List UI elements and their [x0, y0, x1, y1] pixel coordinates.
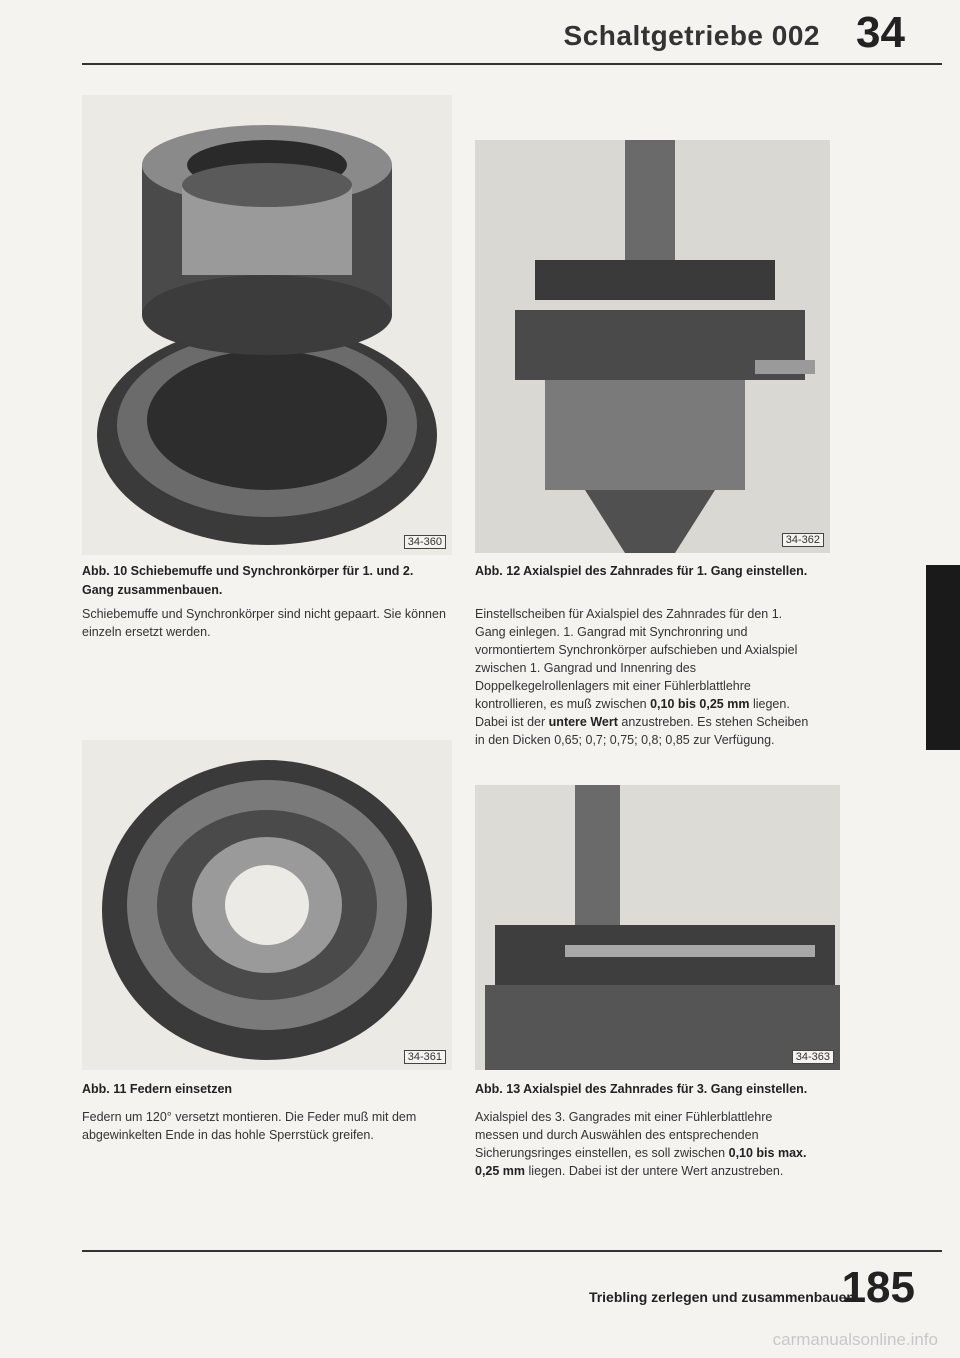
figure-13-photo [475, 785, 840, 1070]
figure-13-text [475, 1108, 815, 1180]
figure-10-id: 34-360 [404, 535, 446, 549]
figure-11-id: 34-361 [404, 1050, 446, 1064]
figure-12-photo [475, 140, 830, 553]
footer-rule [82, 1250, 942, 1252]
section-number: 34 [856, 8, 905, 57]
figure-12-caption: Abb. 12 Axialspiel des Zahnrades für 1. Gang einstellen. [475, 564, 808, 578]
figure-10-caption: Abb. 10 Schiebemuffe und Synchronkörper für 1. und 2. Gang zusammenbauen. [82, 564, 414, 597]
figure-13-id: 34-363 [792, 1050, 834, 1064]
third-gear-image [475, 785, 840, 1070]
lower-value-label: untere Wert [548, 715, 618, 729]
gear-shaft-image [475, 140, 830, 553]
figure-11-photo [82, 740, 452, 1070]
third-gear-play-value: 0,10 bis max. 0,25 mm [475, 1146, 807, 1178]
figure-12-id: 34-362 [782, 533, 824, 547]
synchro-hub-image [82, 95, 452, 555]
figure-10-text: Schiebemuffe und Synchronkörper sind nicht gepaart. Sie können einzeln ersetzt werden. [82, 607, 446, 639]
figure-10-photo [82, 95, 452, 555]
footer-section-title: Triebling zerlegen und zusammenbauen [588, 1289, 855, 1305]
figure-11-caption: Abb. 11 Federn einsetzen [82, 1082, 233, 1096]
figure-13-caption: Abb. 13 Axialspiel des Zahnrades für 3. Gang einstellen. [475, 1082, 808, 1096]
figure-12-text-a: Einstellscheiben für Axialspiel des Zahnrades für den 1. Gang einlegen. 1. Gangrad mit Synchronring und vormontiertem Synchronkörper aufschieben und Axialspiel zwischen 1. Gangrad und Innenring des Doppelkegelrollenlagers mit einer Fühlerblattlehre kontrollieren, es muß zwischen [475, 607, 798, 711]
figure-11-text: Federn um 120° versetzt montieren. Die Feder muß mit dem abgewinkelten Ende in das hohle Sperrstück greifen. [82, 1110, 417, 1142]
page-title: Schaltgetriebe 002 [563, 20, 820, 51]
header-rule [82, 63, 942, 65]
figure-12-text-c: anzustreben. Es stehen Scheiben in den Dicken 0,65; 0,7; 0,75; 0,8; 0,85 zur Verfügung. [475, 715, 809, 747]
section-tab-marker [926, 565, 960, 750]
watermark: carmanualsonline.info [772, 1330, 938, 1349]
figure-13-text-a: Axialspiel des 3. Gangrades mit einer Fühlerblattlehre messen und durch Auswählen des entsprechenden Sicherungsringes einstellen, es soll zwischen [475, 1110, 773, 1160]
page-number: 185 [841, 1263, 915, 1312]
synchro-springs-image [82, 740, 452, 1070]
figure-13-text-b: liegen. Dabei ist der untere Wert anzustreben. [528, 1164, 784, 1178]
figure-12-text-b: liegen. Dabei ist der [475, 697, 790, 729]
figure-12-text [475, 605, 815, 749]
axial-play-value: 0,10 bis 0,25 mm [650, 697, 750, 711]
